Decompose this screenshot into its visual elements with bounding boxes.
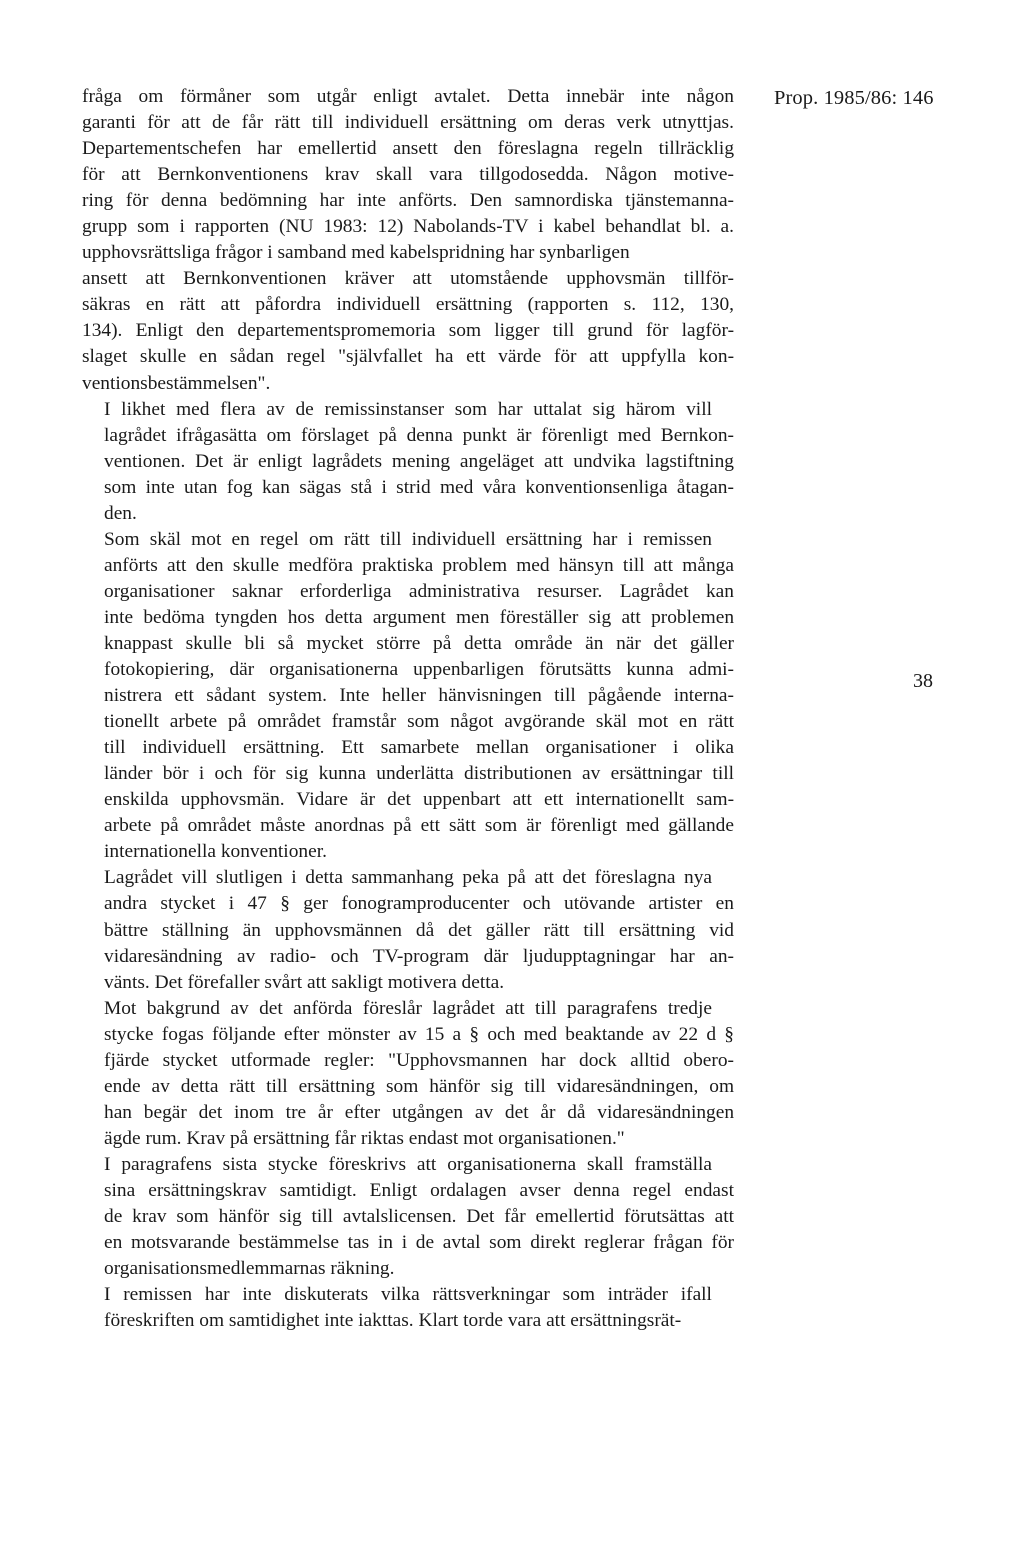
text-line: nistrera ett sådant system. Inte heller hänvisningen till pågående interna-	[104, 685, 734, 707]
text-line: slaget skulle en sådan regel "självfallet ha ett värde för att uppfylla kon-	[82, 346, 735, 368]
text-line: fjärde stycket utformade regler: "Upphovsmannen har dock alltid obero-	[104, 1049, 734, 1071]
text-line: för att Bernkonventionens krav skall vara tillgodosedda. Någon motive-	[82, 164, 734, 186]
paragraph-2	[82, 397, 734, 527]
text-line: lagrådet ifrågasätta om förslaget på denna punkt är förenligt med Bernkon-	[104, 424, 735, 446]
text-line: länder bör i och för sig kunna underlätta distributionen av ersättningar till	[104, 763, 734, 785]
text-line: ende av detta rätt till ersättning som hänför sig till vidaresändningen, om	[104, 1075, 735, 1097]
text-line: andra stycket i 47 § ger fonogramproducenter och utövande artister en	[104, 893, 734, 915]
text-line: ansett att Bernkonventionen kräver att utomstående upphovsmän tillför-	[82, 268, 734, 290]
text-line: inte bedöma tyngden hos detta argument men föreställer sig att problemen	[104, 606, 735, 628]
body-text	[82, 84, 734, 1334]
text-line: grupp som i rapporten (NU 1983: 12) Nabolands-TV i kabel behandlat bl. a.	[82, 216, 735, 238]
text-line: de krav som hänför sig till avtalslicensen. Det får emellertid förutsättas att	[104, 1206, 734, 1228]
text-line: sina ersättningskrav samtidigt. Enligt ordalagen avser denna regel endast	[104, 1179, 734, 1201]
text-line: Mot bakgrund av det anförda föreslår lagrådet att till paragrafens tredje	[104, 997, 712, 1019]
text-line: internationella konventioner.	[104, 841, 327, 863]
text-line: ventionen. Det är enligt lagrådets mening angeläget att undvika lagstiftning	[104, 450, 734, 472]
paragraph-5	[82, 996, 734, 1152]
text-line: Som skäl mot en regel om rätt till individuell ersättning har i remissen	[104, 528, 712, 550]
text-line: I paragrafens sista stycke föreskrivs att organisationerna skall framställa	[104, 1153, 713, 1175]
paragraph-4	[82, 865, 734, 995]
text-line: ring för denna bedömning har inte anförts. Den samnordiska tjänstemanna-	[82, 190, 735, 212]
text-line: föreskriften om samtidighet inte iakttas. Klart torde vara att ersättningsrät-	[104, 1310, 682, 1332]
text-line: säkras en rätt att påfordra individuell ersättning (rapporten s. 112, 130,	[82, 294, 735, 316]
text-line: organisationer saknar erforderliga administrativa resurser. Lagrådet kan	[104, 580, 734, 602]
proposition-reference: Prop. 1985/86: 146	[774, 87, 934, 109]
text-line: som inte utan fog kan sägas stå i strid med våra konventionsenliga åtagan-	[104, 476, 734, 498]
text-line: tionellt arbete på området framstår som något avgörande skäl mot en rätt	[104, 711, 734, 733]
text-line: arbete på området måste anordnas på ett sätt som är förenligt med gällande	[104, 815, 734, 837]
text-line: garanti för att de får rätt till individuell ersättning om deras verk utnyttjas.	[82, 112, 734, 134]
text-line: organisationsmedlemmarnas räkning.	[104, 1258, 395, 1280]
text-line: I remissen har inte diskuterats vilka rättsverkningar som inträder ifall	[104, 1284, 712, 1306]
text-line: den.	[104, 502, 137, 524]
paragraph-1	[82, 84, 734, 397]
text-line: en motsvarande bestämmelse tas in i de avtal som direkt reglerar frågan för	[104, 1232, 734, 1254]
text-line: han begär det inom tre år efter utgången av det år då vidaresändningen	[104, 1101, 735, 1123]
text-line: till individuell ersättning. Ett samarbete mellan organisationer i olika	[104, 737, 734, 759]
text-line: bättre ställning än upphovsmännen då det gäller rätt till ersättning vid	[104, 919, 734, 941]
text-line: ägde rum. Krav på ersättning får riktas endast mot organisationen."	[104, 1127, 625, 1149]
paragraph-7	[82, 1282, 734, 1334]
text-line: vidaresändning av radio- och TV-program där ljudupptagningar har an-	[104, 945, 734, 967]
text-line: 134). Enligt den departementspromemoria som ligger till grund för lagför-	[82, 320, 735, 342]
text-line: Departementschefen har emellertid ansett den föreslagna regeln tillräcklig	[82, 138, 735, 160]
paragraph-3	[82, 527, 734, 866]
text-line: anförts att den skulle medföra praktiska problem med hänsyn till att många	[104, 554, 734, 576]
paragraph-6	[82, 1152, 734, 1282]
text-line: upphovsrättsliga frågor i samband med kabelspridning har synbarligen	[82, 242, 630, 264]
text-line: ventionsbestämmelsen".	[82, 372, 271, 394]
text-line: stycke fogas följande efter mönster av 15 a § och med beaktande av 22 d §	[104, 1023, 734, 1045]
text-line: enskilda upphovsmän. Vidare är det uppenbart att ett internationellt sam-	[104, 789, 735, 811]
text-line: knappast skulle bli så mycket större på detta område än när det gäller	[104, 632, 735, 654]
text-line: fråga om förmåner som utgår enligt avtalet. Detta innebär inte någon	[82, 86, 734, 107]
text-line: I likhet med flera av de remissinstanser som har uttalat sig härom vill	[104, 398, 712, 420]
text-line: vänts. Det förefaller svårt att sakligt motivera detta.	[104, 971, 505, 993]
text-line: fotokopiering, där organisationerna uppenbarligen förutsätts kunna admi-	[104, 659, 735, 681]
page-number: 38	[913, 670, 933, 692]
text-line: Lagrådet vill slutligen i detta sammanhang peka på att det föreslagna nya	[104, 867, 713, 889]
